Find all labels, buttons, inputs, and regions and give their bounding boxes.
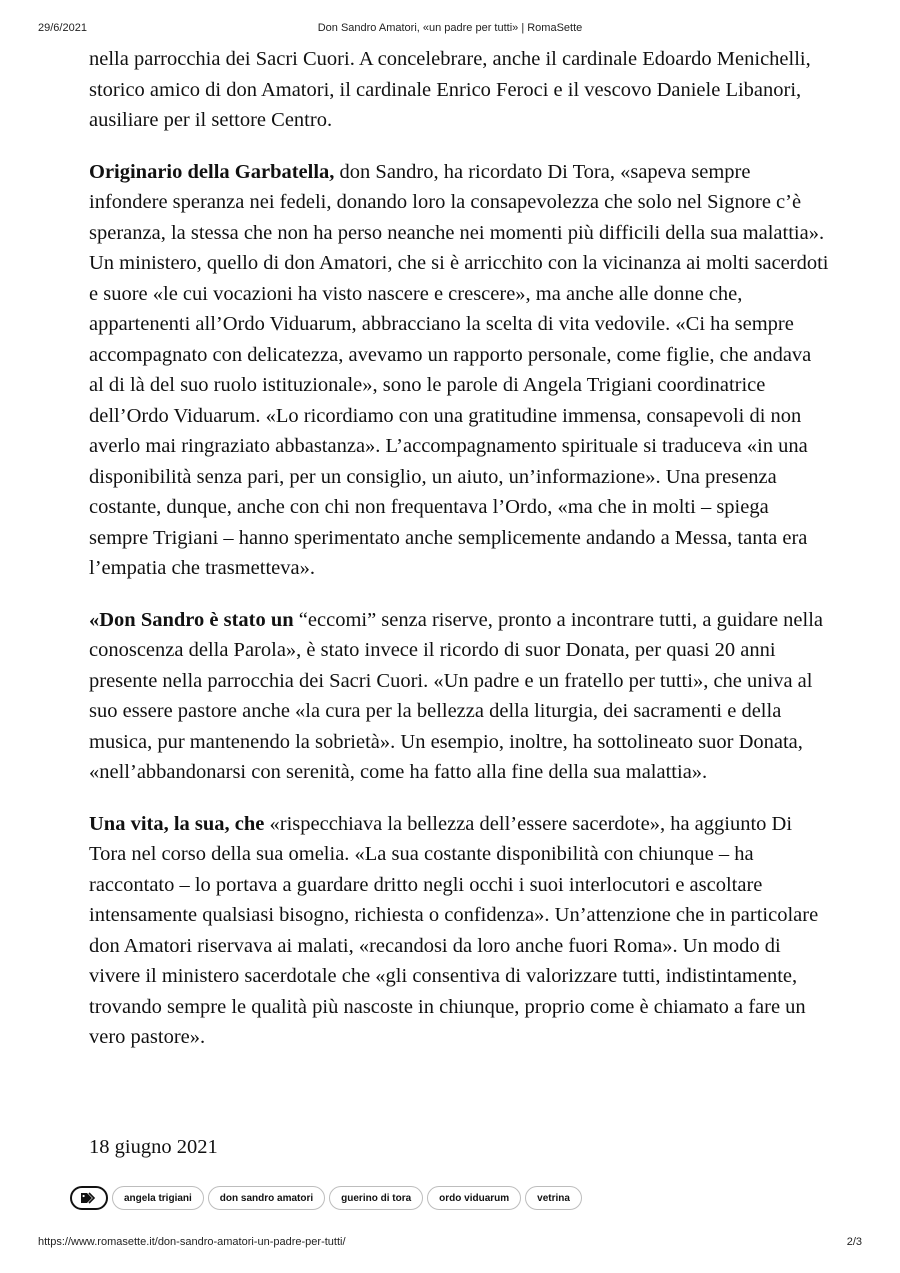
print-header [0, 0, 900, 40]
page-number: 2/3 [846, 1236, 862, 1248]
article-paragraph [89, 157, 829, 584]
paragraph-text: don Sandro, ha ricordato Di Tora, «sapeva sempre infondere speranza nei fedeli, donando loro la consapevolezza che solo nel Signore c’è speranza, la stessa che non ha perso neanche nei momenti più difficili della sua malattia». Un ministero, quello di don Amatori, che si è arricchito con la vicinanza ai molti sacerdoti e suore «le cui vocazioni ha visto nascere e crescere», ma anche alle donne che, appartenenti all’Ordo Viduarum, abbracciano la scelta di vita vedovile. «Ci ha sempre accompagnato con delicatezza, avevamo un rapporto personale, come figlie, che andava al di là del suo ruolo istituzionale», sono le parole di Angela Trigiani coordinatrice dell’Ordo Viduarum. «Lo ricordiamo con una gratitudine immensa, consapevoli di non averlo mai ringraziato abbastanza». L’accompagnamento spirituale si traduceva «in una disponibilità senza pari, per un consiglio, un aiuto, un’informazione». Una presenza costante, dunque, anche con chi non frequentava l’Ordo, «ma che in molti – spiega sempre Trigiani – hanno sperimentato anche semplicemente andando a Messa, tanta era l’empatia che trasmetteva». [89, 160, 829, 579]
tag-list [70, 1186, 582, 1210]
print-date: 29/6/2021 [38, 22, 87, 34]
tags-icon [70, 1186, 108, 1210]
tag-angela-trigiani[interactable]: angela trigiani [112, 1186, 204, 1210]
paragraph-lead: «Don Sandro è stato un [89, 608, 294, 631]
paragraph-lead: Originario della Garbatella, [89, 160, 335, 183]
article-paragraph [89, 44, 829, 136]
tag-don-sandro-amatori[interactable]: don sandro amatori [208, 1186, 325, 1210]
paragraph-text: «rispecchiava la bellezza dell’essere sacerdote», ha aggiunto Di Tora nel corso della sua omelia. «La sua costante disponibilità con chiunque – ha raccontato – lo portava a guardare dritto negli occhi i suoi interlocutori e ascoltare intensamente qualsiasi bisogno, richiesta o confidenza». Un’attenzione che in particolare don Amatori riservava ai malati, «recandosi da loro anche fuori Roma». Un modo di vivere il ministero sacerdotale che «gli consentiva di valorizzare tutti, indistintamente, trovando sempre le qualità più nascoste in chiunque, proprio come è chiamato a fare un vero pastore». [89, 812, 819, 1048]
print-page-title: Don Sandro Amatori, «un padre per tutti» | RomaSette [317, 22, 583, 34]
article-body [89, 44, 829, 1074]
tag-ordo-viduarum[interactable]: ordo viduarum [427, 1186, 521, 1210]
article-paragraph [89, 809, 829, 1053]
print-url: https://www.romasette.it/don-sandro-amatori-un-padre-per-tutti/ [38, 1236, 346, 1248]
tag-guerino-di-tora[interactable]: guerino di tora [329, 1186, 423, 1210]
publication-date: 18 giugno 2021 [89, 1136, 218, 1158]
paragraph-text: nella parrocchia dei Sacri Cuori. A concelebrare, anche il cardinale Edoardo Menichelli, storico amico di don Amatori, il cardinale Enrico Feroci e il vescovo Daniele Libanori, ausiliare per il settore Centro. [89, 48, 811, 131]
paragraph-lead: Una vita, la sua, che [89, 812, 265, 835]
tag-vetrina[interactable]: vetrina [525, 1186, 582, 1210]
article-paragraph [89, 605, 829, 788]
paragraph-text: “eccomi” senza riserve, pronto a incontrare tutti, a guidare nella conoscenza della Parola», è stato invece il ricordo di suor Donata, per quasi 20 anni presente nella parrocchia dei Sacri Cuori. «Un padre e un fratello per tutti», che univa al suo essere pastore anche «la cura per la bellezza della liturgia, dei sacramenti e della musica, pur mantenendo la sobrietà». Un esempio, inoltre, ha sottolineato suor Donata, «nell’abbandonarsi con serenità, come ha fatto alla fine della sua malattia». [89, 608, 824, 783]
